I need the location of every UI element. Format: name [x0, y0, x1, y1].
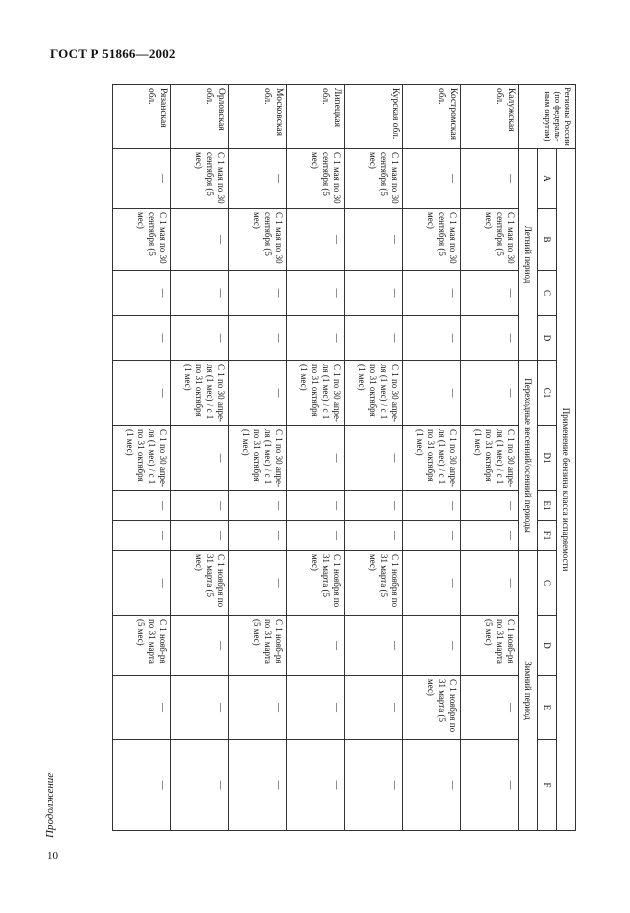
table-cell: — [345, 426, 403, 491]
table-cell: С 1 ноября по 31 марта (5 мес) [345, 551, 403, 616]
table-cell: — [461, 271, 519, 316]
table-cell: — [461, 551, 519, 616]
table-cell: — [287, 271, 345, 316]
table-cell: — [229, 271, 287, 316]
document-title: ГОСТ Р 51866—2002 [50, 46, 176, 61]
table-cell: — [287, 616, 345, 676]
table-cell: — [461, 491, 519, 521]
table-cell: — [345, 521, 403, 551]
group-header: Применение бензина класса испаряемости [557, 149, 576, 831]
table-cell: — [171, 209, 229, 271]
table-cell: — [113, 149, 171, 209]
class-header: C1 [538, 361, 557, 426]
table-cell: С 1 ноября по 31 марта (5 мес) [403, 676, 461, 740]
table-cell: — [403, 616, 461, 676]
table-cell: — [403, 521, 461, 551]
table-cell: — [403, 551, 461, 616]
table-cell: — [461, 740, 519, 831]
gasoline-volatility-table [112, 84, 576, 831]
region-cell: Курская обл. [345, 85, 403, 149]
table-cell: С 1 мая по 30 сентября (5 мес) [345, 149, 403, 209]
table-cell: — [113, 316, 171, 361]
table-cell: — [461, 521, 519, 551]
region-cell: Рязанская обл. [113, 85, 171, 149]
table-row [461, 85, 519, 831]
table-cell: — [461, 361, 519, 426]
table-cell: — [287, 491, 345, 521]
table-cell: С 1 мая по 30 сентября (5 мес) [403, 209, 461, 271]
table-cell: — [113, 361, 171, 426]
table-cell: — [287, 676, 345, 740]
region-cell: Московская обл. [229, 85, 287, 149]
table-cell: — [403, 149, 461, 209]
table-cell: С 1 мая по 30 сентября (5 мес) [229, 209, 287, 271]
table-cell: С 1 мая по 30 сентября (5 мес) [171, 149, 229, 209]
table-cell: — [345, 316, 403, 361]
table-cell: — [403, 740, 461, 831]
table-cell: — [171, 316, 229, 361]
table-cell: — [287, 316, 345, 361]
period-header-winter: Зимний период [519, 551, 538, 831]
table-row [171, 85, 229, 831]
table-cell: — [229, 491, 287, 521]
table-row [287, 85, 345, 831]
table-cell: — [113, 676, 171, 740]
class-header: F1 [538, 521, 557, 551]
class-header: D [538, 616, 557, 676]
table-cell: — [345, 271, 403, 316]
table-cell: — [229, 740, 287, 831]
table-cell: — [229, 521, 287, 551]
region-cell: Липецкая обл. [287, 85, 345, 149]
table-cell: — [113, 521, 171, 551]
class-header: A [538, 149, 557, 209]
table-cell: — [171, 740, 229, 831]
table-cell: — [287, 521, 345, 551]
table-cell: — [113, 740, 171, 831]
table-cell: — [403, 491, 461, 521]
table-cell: — [345, 676, 403, 740]
table-cell: — [229, 361, 287, 426]
table-body [113, 85, 519, 831]
class-header: D1 [538, 426, 557, 491]
period-header-transitional: Переходные весенний/осенний периоды [519, 361, 538, 551]
table-cell: — [171, 616, 229, 676]
table-cell: — [229, 676, 287, 740]
table-cell: — [113, 491, 171, 521]
table-cell: С 1 мая по 30 сентября (5 мес) [287, 149, 345, 209]
table-cell: — [403, 271, 461, 316]
class-header: C [538, 271, 557, 316]
table-cell: — [171, 676, 229, 740]
table-cell: С 1 по 30 апре-ля (1 мес) / с 1 по 31 октября (1 мес) [403, 426, 461, 491]
region-cell: Калужская обл. [461, 85, 519, 149]
table-cell: — [287, 740, 345, 831]
table-cell: — [345, 491, 403, 521]
table-cell: — [229, 551, 287, 616]
region-cell: Костромская обл. [403, 85, 461, 149]
table-cell: — [461, 149, 519, 209]
table-cell: — [461, 316, 519, 361]
page-number: 10 [47, 850, 58, 862]
table-cell: С 1 нояб-ря по 31 марта (5 мес) [113, 616, 171, 676]
table-row [229, 85, 287, 831]
class-header: B [538, 209, 557, 271]
table-cell: — [229, 316, 287, 361]
table-cell: — [403, 316, 461, 361]
table-cell: — [461, 676, 519, 740]
table-row [345, 85, 403, 831]
table-cell: С 1 мая по 30 сентября (5 мес) [461, 209, 519, 271]
table-cell: С 1 нояб-ря по 31 марта (5 мес) [229, 616, 287, 676]
table-cell: С 1 по 30 апре-ля (1 мес) / с 1 по 31 октября (1 мес) [461, 426, 519, 491]
table-cell: — [345, 616, 403, 676]
table-cell: С 1 по 30 апре-ля (1 мес) / с 1 по 31 октября (1 мес) [171, 361, 229, 426]
table-cell: С 1 по 30 апре-ля (1 мес) / с 1 по 31 октября (1 мес) [113, 426, 171, 491]
table-row [113, 85, 171, 831]
table-cell: — [171, 426, 229, 491]
table-cell: — [171, 271, 229, 316]
table-cell: — [345, 740, 403, 831]
class-header: E [538, 676, 557, 740]
continuation-label: Продолжение [44, 772, 56, 838]
table-cell: — [345, 209, 403, 271]
region-cell: Орловская обл. [171, 85, 229, 149]
table-cell: — [403, 361, 461, 426]
table-cell: — [287, 426, 345, 491]
class-header: C [538, 551, 557, 616]
region-column-header: Регионы России (по федераль-ным округам) [519, 85, 576, 149]
table-cell: — [113, 271, 171, 316]
table-cell: С 1 нояб-ря по 31 марта (5 мес) [461, 616, 519, 676]
table-cell: — [113, 551, 171, 616]
table-cell: С 1 по 30 апре-ля (1 мес) / с 1 по 31 октября (1 мес) [345, 361, 403, 426]
table-cell: — [229, 149, 287, 209]
table-cell: С 1 по 30 апре-ля (1 мес) / с 1 по 31 октября (1 мес) [229, 426, 287, 491]
rotated-table-container [112, 84, 576, 830]
class-header: D [538, 316, 557, 361]
table-cell: — [171, 521, 229, 551]
table-cell: — [171, 491, 229, 521]
table-cell: С 1 ноября по 31 марта (5 мес) [287, 551, 345, 616]
table-cell: — [287, 209, 345, 271]
table-cell: С 1 мая по 30 сентября (5 мес) [113, 209, 171, 271]
table-cell: С 1 ноября по 31 марта (5 мес) [171, 551, 229, 616]
table-cell: С 1 по 30 апре-ля (1 мес) / с 1 по 31 октября (1 мес) [287, 361, 345, 426]
class-header: F [538, 740, 557, 831]
class-header: E1 [538, 491, 557, 521]
period-header-summer: Летний период [519, 149, 538, 361]
table-row [403, 85, 461, 831]
